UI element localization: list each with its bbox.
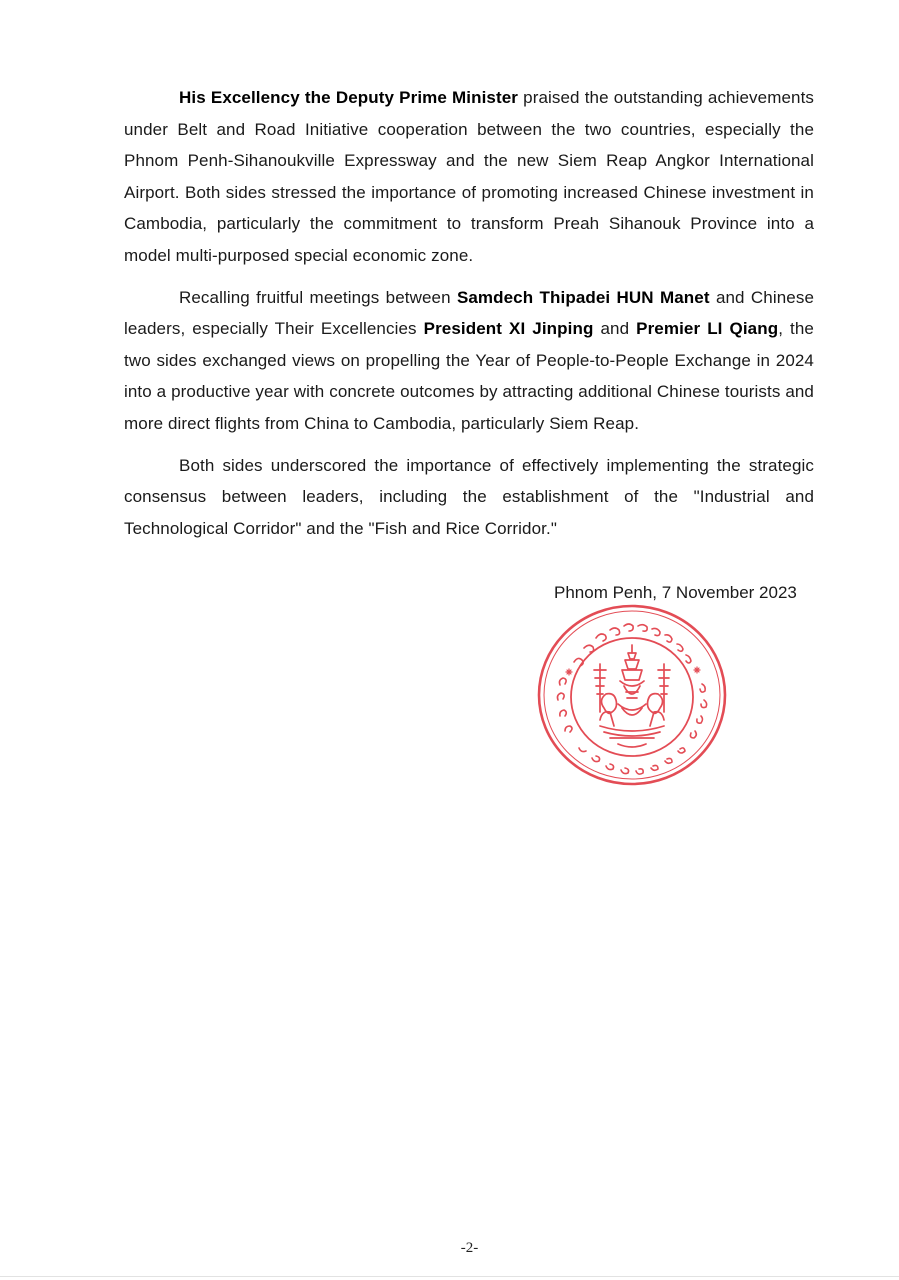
bold-president-xi: President XI Jinping (423, 319, 594, 339)
official-seal-icon (534, 600, 730, 790)
paragraph-2-text-3: and (593, 319, 637, 339)
place-and-date: Phnom Penh, 7 November 2023 (554, 583, 797, 602)
paragraph-2-text-1: Recalling fruitful meetings between (179, 287, 457, 307)
paragraph-2-text-2: and Chinese leaders, especially Their Excellencies (124, 287, 814, 339)
page-bottom-edge (0, 1276, 899, 1277)
bold-premier-li: Premier LI Qiang (636, 319, 779, 339)
document-body (124, 82, 814, 554)
paragraph-3-text: Both sides underscored the importance of effectively implementing the strategic consensus between leaders, including the establishment of the "Industrial and Technological Corridor" and the "Fish and Rice Corridor." (124, 455, 814, 538)
paragraph-deputy-pm (124, 82, 814, 272)
bold-samdech-hun-manet: Samdech Thipadei HUN Manet (456, 287, 710, 307)
paragraph-2-text-4: , the two sides exchanged views on propelling the Year of People-to-People Exchange in 2024 into a productive year with concrete outcomes by attracting additional Chinese tourists and more direct flights from China to Cambodia, particularly Siem Reap. (124, 319, 814, 433)
page-number: -2- (460, 1240, 479, 1256)
paragraph-meetings (124, 282, 814, 440)
bold-lead-deputy-pm: His Excellency the Deputy Prime Minister (179, 88, 519, 107)
paragraph-consensus (124, 450, 814, 545)
paragraph-1-text: praised the outstanding achievements under Belt and Road Initiative cooperation between the two countries, especially the Phnom Penh-Sihanoukville Expressway and the new Siem Reap Angkor International Airport. Both sides stressed the importance of promoting increased Chinese investment in Cambodia, particularly the commitment to transform Preah Sihanouk Province into a model multi-purposed special economic zone. (124, 88, 814, 265)
